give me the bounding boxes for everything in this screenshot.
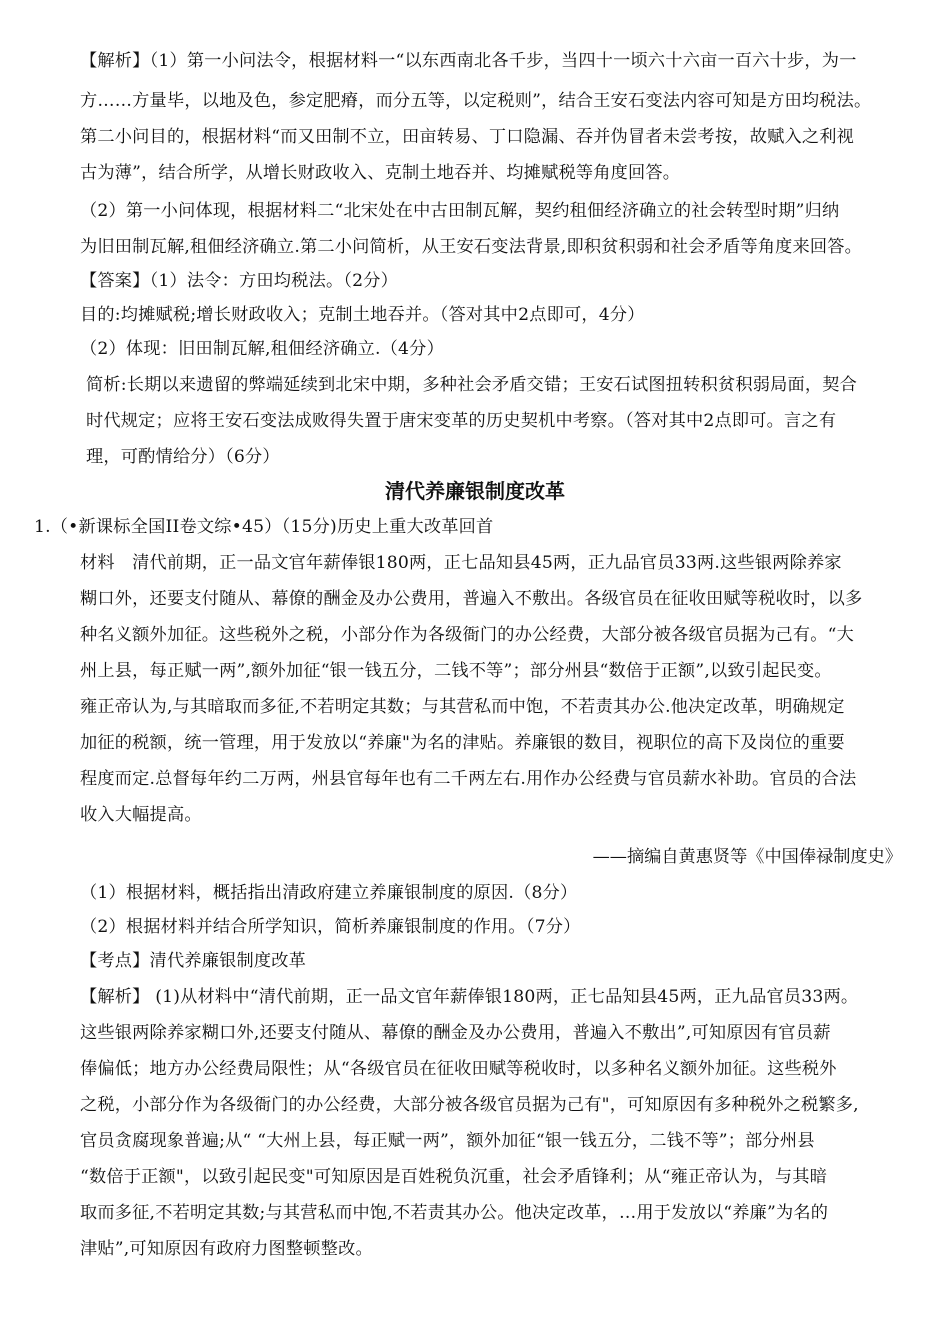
analysis-line: 官员贪腐现象普遍;从“ “大州上县，每正赋一两”，额外加征“银一钱五分，二钱不等”；部分州县: [80, 1131, 815, 1151]
analysis-line: 俸偏低；地方办公经费局限性；从“各级官员在征收田赋等税收时，以多种名义额外加征。这些税外: [80, 1059, 837, 1079]
material-line: 收入大幅提高。: [80, 805, 202, 825]
material-line: 种名义额外加征。这些税外之税，小部分作为各级衙门的办公经费，大部分被各级官员据为己有。“大: [80, 625, 855, 645]
material-line: 糊口外，还要支付随从、幕僚的酬金及办公费用，普遍入不敷出。各级官员在征收田赋等税收时，以多: [80, 589, 863, 609]
question-header: 1.（•新课标全国II卷文综•45）（15分)历史上重大改革回首: [34, 517, 494, 537]
answer-line: （2）体现：旧田制瓦解,租佃经济确立.（4分）: [80, 339, 444, 359]
material-line: 程度而定.总督每年约二万两，州县官每年也有二千两左右.用作办公经费与官员薪水补助。官员的合法: [80, 769, 857, 789]
analysis-line: 第二小问目的，根据材料“而又田制不立，田亩转易、丁口隐漏、吞并伪冒者未尝考按，故赋入之利视: [80, 127, 855, 147]
answer-line: 简析:长期以来遗留的弊端延续到北宋中期，多种社会矛盾交错；王安石试图扭转积贫积弱局面，契合: [86, 375, 858, 395]
analysis-line: 为旧田制瓦解,租佃经济确立.第二小问简析，从王安石变法背景,即积贫积弱和社会矛盾等角度来回答。: [80, 237, 863, 257]
source-citation: ——摘编自黄惠贤等《中国俸禄制度史》: [592, 847, 902, 867]
sub-question: （2）根据材料并结合所学知识，简析养廉银制度的作用。（7分）: [80, 917, 581, 937]
answer-line: 目的:均摊赋税;增长财政收入；克制土地吞并。（答对其中2点即可，4分）: [80, 305, 645, 325]
section-title: 清代养廉银制度改革: [385, 479, 565, 503]
analysis-line: 取而多征,不若明定其数;与其营私而中饱,不若责其办公。他决定改革，…用于发放以“养廉”为名的: [80, 1203, 829, 1223]
analysis-line: 【解析】 (1)从材料中“清代前期，正一品文官年薪俸银180两，正七品知县45两，正九品官员33两。: [80, 987, 859, 1007]
kaodian-line: 【考点】清代养廉银制度改革: [80, 951, 307, 971]
material-line: 加征的税额，统一管理，用于发放以“养廉"为名的津贴。养廉银的数目，视职位的高下及岗位的重要: [80, 733, 845, 753]
material-line: 雍正帝认为,与其暗取而多征,不若明定其数；与其营私而中饱，不若责其办公.他决定改革，明确规定: [80, 697, 845, 717]
analysis-line: 方……方量毕，以地及色，参定肥瘠，而分五等，以定税则”，结合王安石变法内容可知是方田均税法。: [80, 91, 872, 111]
sub-question: （1）根据材料，概括指出清政府建立养廉银制度的原因.（8分）: [80, 883, 578, 903]
analysis-line: 津贴”,可知原因有政府力图整顿整改。: [80, 1239, 373, 1259]
answer-line: 理，可酌情给分）（6分）: [86, 447, 280, 467]
analysis-line: （2）第一小问体现，根据材料二“北宋处在中古田制瓦解，契约租佃经济确立的社会转型时期”归纳: [80, 201, 840, 221]
analysis-line: “数倍于正额"，以致引起民变"可知原因是百姓税负沉重，社会矛盾锋利；从“雍正帝认为，与其暗: [80, 1167, 828, 1187]
analysis-line: 这些银两除养家糊口外,还要支付随从、幕僚的酬金及办公费用，普遍入不敷出”,可知原因有官员薪: [80, 1023, 831, 1043]
answer-line: 时代规定；应将王安石变法成败得失置于唐宋变革的历史契机中考察。（答对其中2点即可。言之有: [86, 411, 837, 431]
answer-line: 【答案】（1）法令：方田均税法。（2分）: [80, 271, 399, 291]
analysis-line: 之税，小部分作为各级衙门的办公经费，大部分被各级官员据为己有"，可知原因有多种税外之税繁多,: [80, 1095, 859, 1115]
material-line: 州上县，每正赋一两”,额外加征“银一钱五分，二钱不等”；部分州县“数倍于正额”,以致引起民变。: [80, 661, 832, 681]
analysis-line: 古为薄”，结合所学，从增长财政收入、克制土地吞并、均摊赋税等角度回答。: [80, 163, 681, 183]
analysis-line: 【解析】（1）第一小问法令，根据材料一“以东西南北各千步，当四十一顷六十六亩一百六十步，为一: [80, 51, 857, 71]
material-line: 材料 清代前期，正一品文官年薪俸银180两，正七品知县45两，正九品官员33两.这些银两除养家: [80, 553, 842, 573]
